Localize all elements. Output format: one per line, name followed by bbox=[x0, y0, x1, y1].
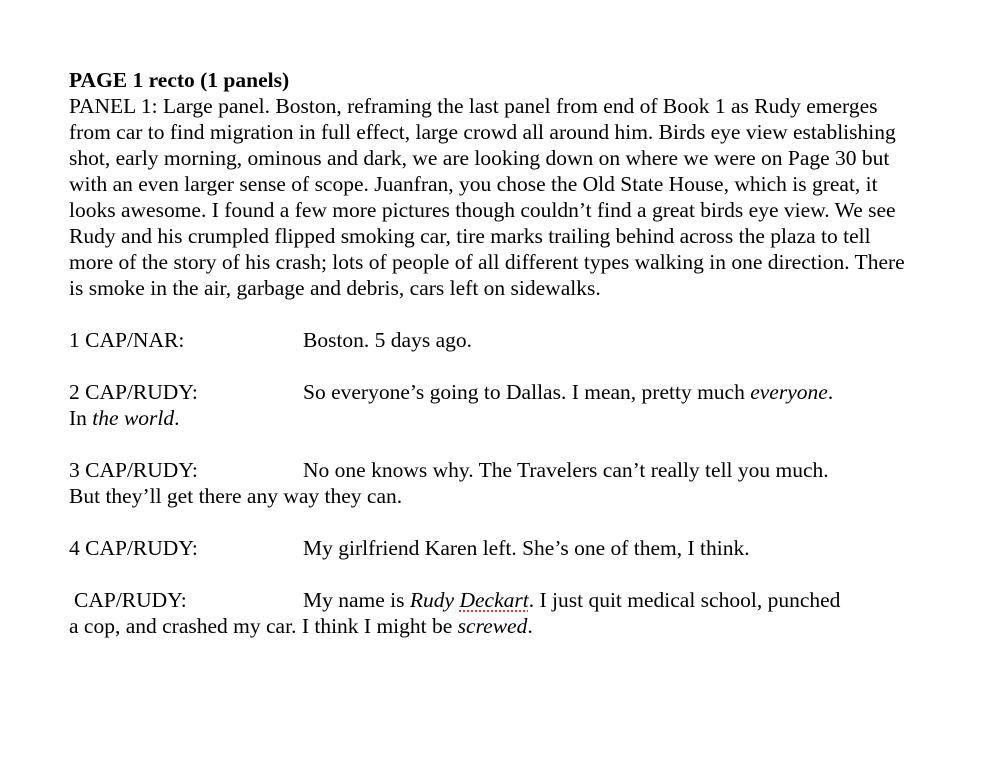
caption-2 bbox=[69, 379, 919, 431]
panel-description: PANEL 1: Large panel. Boston, reframing the last panel from end of Book 1 as Rudy emerges from car to find migration in full effect, large crowd all around him. Birds eye view establishing shot, early morning, ominous and dark, we are looking down on where we were on Page 30 but with an even larger sense of scope. Juanfran, you chose the Old State House, which is great, it looks awesome. I found a few more pictures though couldn’t find a great birds eye view. We see Rudy and his crumpled flipped smoking car, tire marks trailing behind across the plaza to tell more of the story of his crash; lots of people of all different types walking in one direction. There is smoke in the air, garbage and debris, cars left on sidewalks. bbox=[69, 94, 905, 300]
caption-line bbox=[69, 613, 919, 639]
spacer bbox=[69, 301, 919, 327]
caption-text: My girlfriend Karen left. She’s one of them, I think. bbox=[303, 536, 750, 560]
caption-line bbox=[69, 327, 919, 353]
caption-3 bbox=[69, 457, 919, 509]
caption-line bbox=[69, 483, 919, 509]
caption-label: CAP/RUDY: bbox=[74, 588, 187, 612]
caption-text: No one knows why. The Travelers can’t really tell you much. bbox=[303, 458, 829, 482]
caption-emphasis: Rudy bbox=[409, 588, 460, 612]
spacer bbox=[69, 561, 919, 587]
caption-line bbox=[69, 405, 919, 431]
caption-text: . I just quit medical school, punched bbox=[528, 588, 841, 612]
caption-text: My name is bbox=[303, 588, 410, 612]
caption-5 bbox=[69, 587, 919, 639]
caption-emphasis: everyone bbox=[750, 380, 828, 404]
caption-label: 1 CAP/NAR: bbox=[69, 328, 185, 352]
caption-line bbox=[69, 535, 919, 561]
caption-line bbox=[69, 379, 919, 405]
spacer bbox=[69, 431, 919, 457]
caption-text: . bbox=[527, 614, 533, 638]
caption-label: 3 CAP/RUDY: bbox=[69, 458, 198, 482]
page-heading: PAGE 1 recto (1 panels) bbox=[69, 68, 290, 92]
caption-text: . bbox=[827, 380, 834, 404]
caption-1 bbox=[69, 327, 919, 353]
caption-text: But they’ll get there any way they can. bbox=[69, 484, 403, 508]
caption-text: In bbox=[69, 406, 93, 430]
caption-text: So everyone’s going to Dallas. I mean, pretty much bbox=[303, 380, 751, 404]
caption-label: 4 CAP/RUDY: bbox=[69, 536, 198, 560]
caption-emphasis: screwed bbox=[457, 614, 528, 638]
caption-line bbox=[69, 587, 919, 613]
spacer bbox=[69, 353, 919, 379]
caption-4 bbox=[69, 535, 919, 561]
caption-text: . bbox=[174, 406, 180, 430]
caption-text: Boston. 5 days ago. bbox=[303, 328, 473, 352]
spacer bbox=[69, 509, 919, 535]
caption-emphasis: the world bbox=[92, 406, 175, 430]
script-page bbox=[69, 67, 919, 639]
caption-label: 2 CAP/RUDY: bbox=[69, 380, 198, 404]
caption-text: a cop, and crashed my car. I think I might be bbox=[69, 614, 458, 638]
caption-line bbox=[69, 457, 919, 483]
misspelled-word[interactable]: Deckart bbox=[459, 588, 529, 612]
